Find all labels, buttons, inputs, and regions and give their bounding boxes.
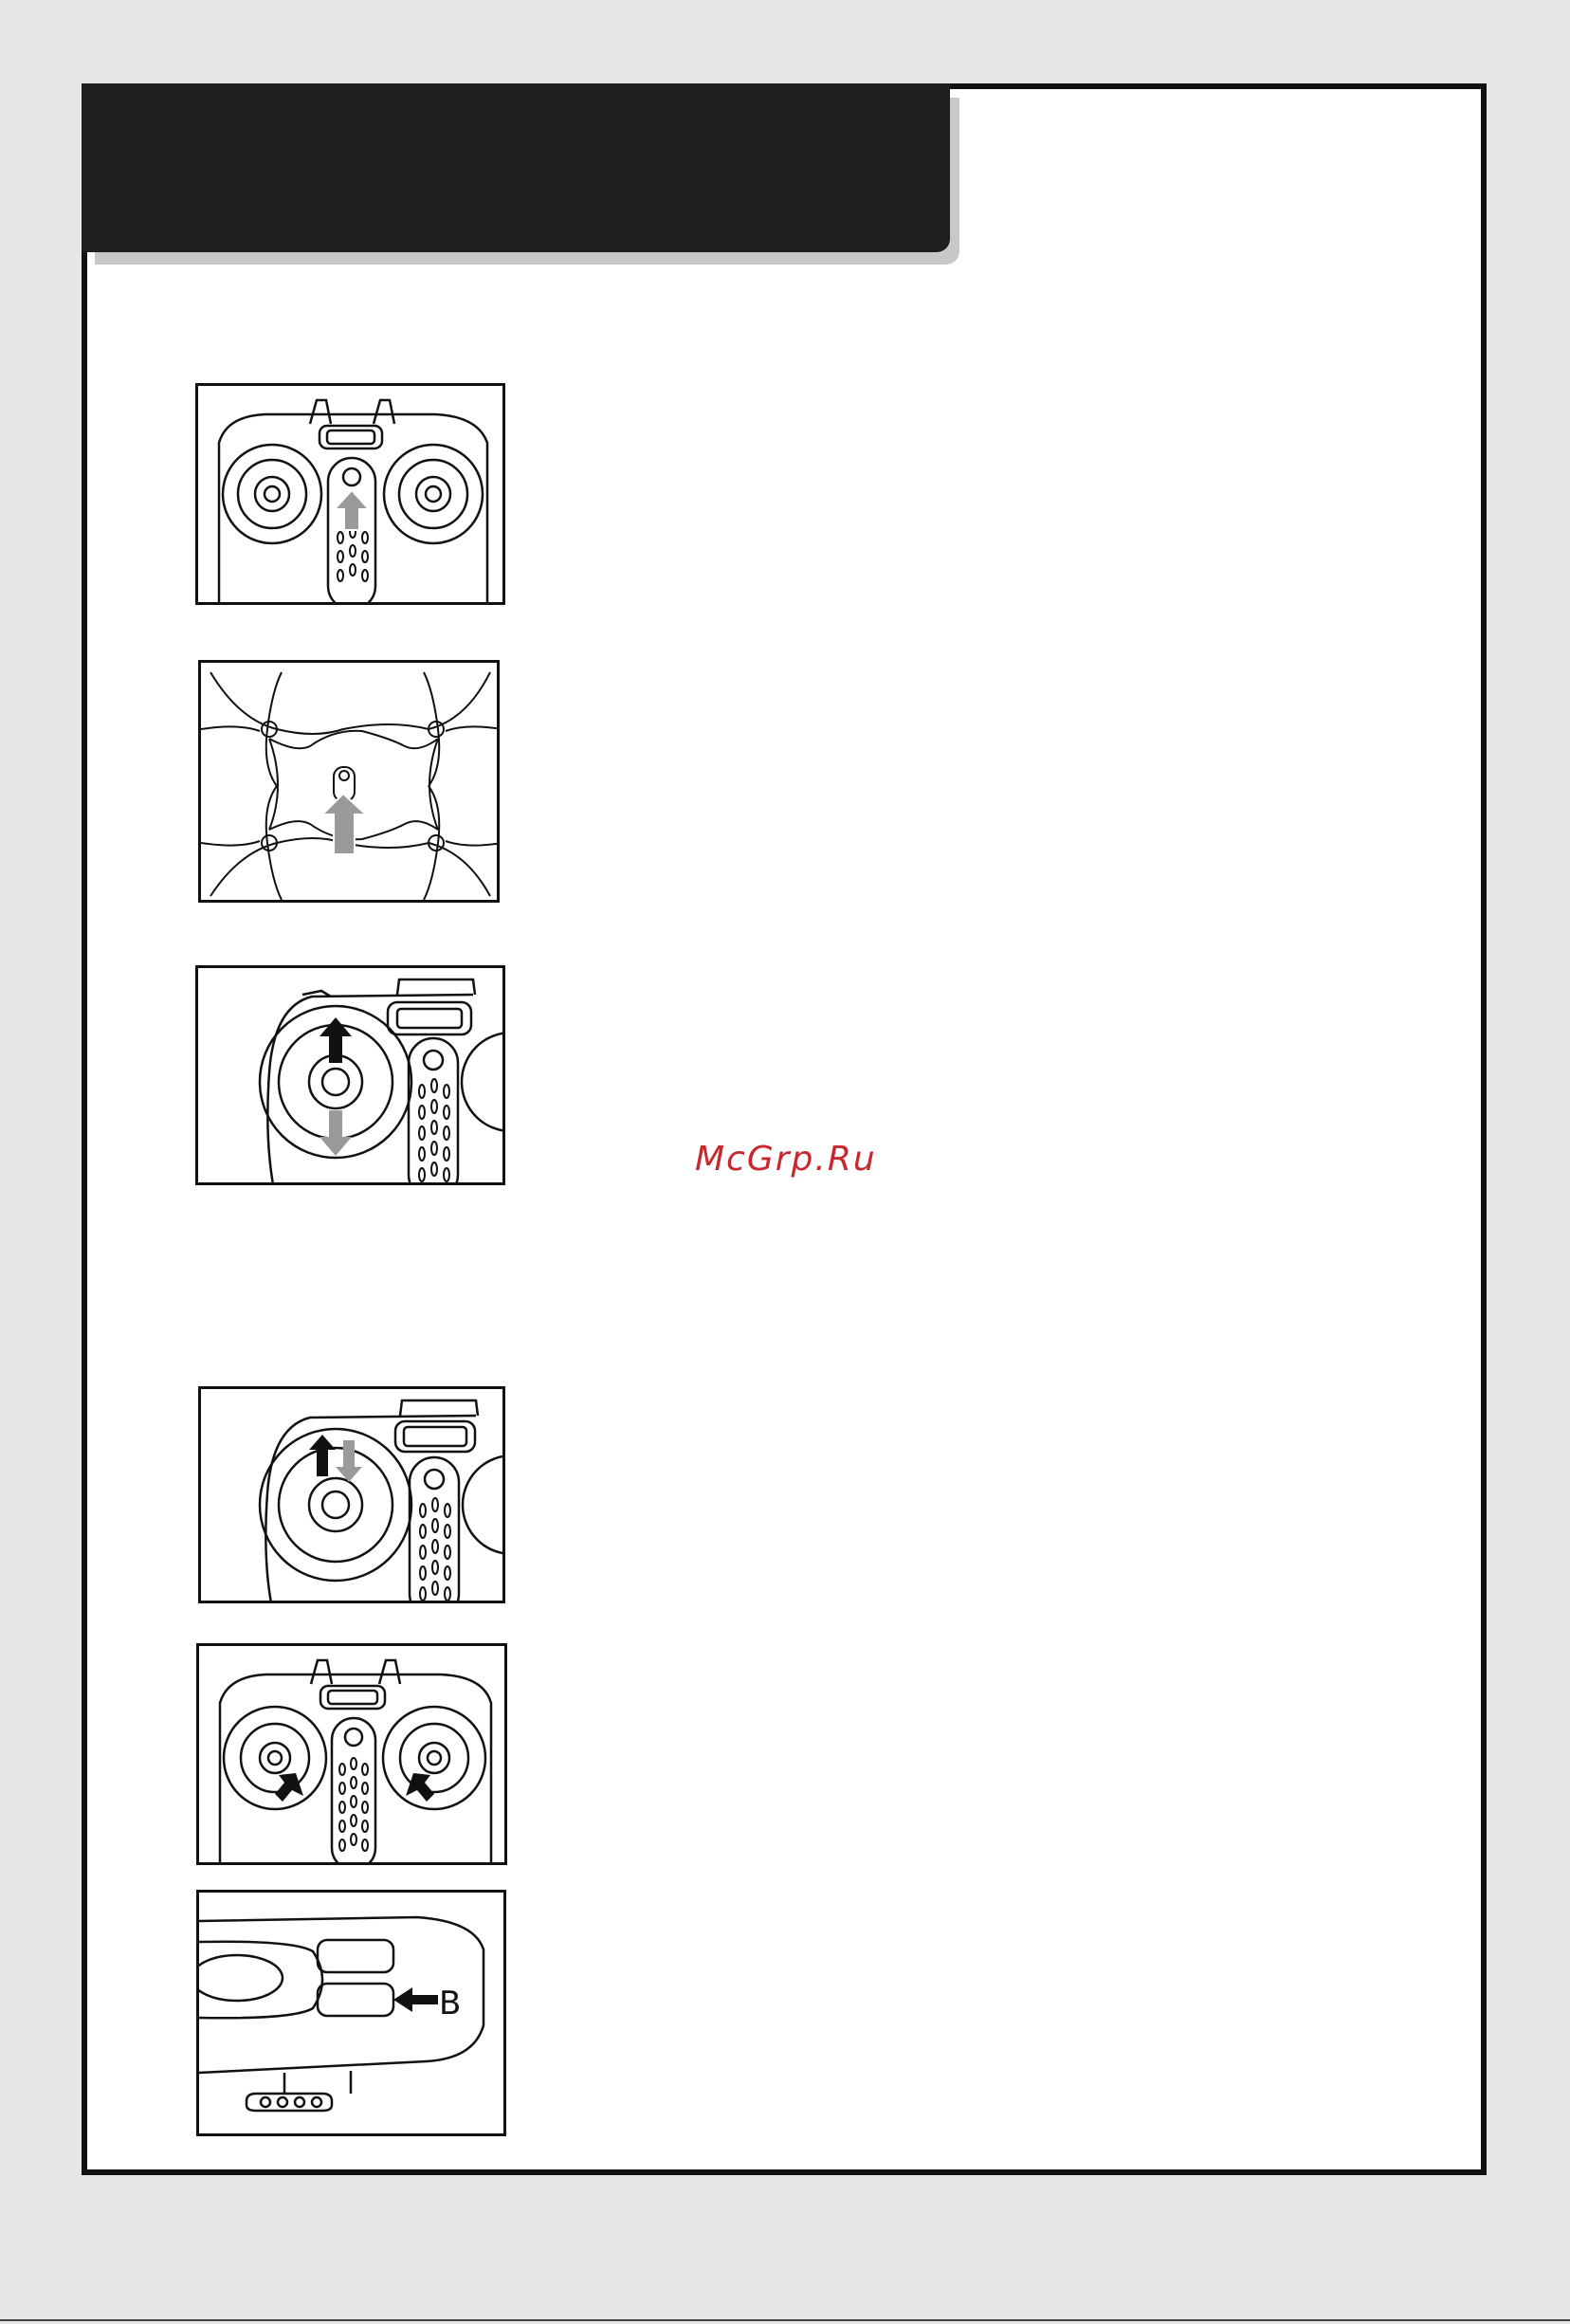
- button-b-label: B: [439, 1985, 462, 2022]
- footer-print-marks: [0, 2317, 1570, 2324]
- left-arrow-icon: [393, 1987, 438, 2012]
- figure-drone-power-on: [198, 660, 500, 903]
- up-arrow-icon: [319, 1017, 352, 1063]
- header-bar: [82, 83, 950, 252]
- watermark: McGrp.Ru: [695, 1140, 877, 1179]
- controller-left-stick-illustration: [198, 968, 505, 1185]
- controller-front-illustration: [199, 1646, 507, 1865]
- speaker-holes: [338, 526, 368, 581]
- down-arrow-icon: [319, 1110, 352, 1156]
- figure-button-b: [196, 1890, 506, 2136]
- figure-controller-power-on: [195, 383, 505, 605]
- figure-sticks-calibrate: [196, 1643, 507, 1865]
- up-arrow-icon: [335, 490, 369, 530]
- figure-throttle-up-down: [195, 965, 505, 1185]
- controller-front-illustration: [198, 386, 505, 605]
- controller-side-illustration: [199, 1893, 506, 2136]
- controller-left-stick-illustration: [201, 1389, 505, 1603]
- down-arrow-icon: [336, 1440, 362, 1482]
- drone-top-illustration: [201, 663, 500, 903]
- down-right-arrow-icon: [275, 1773, 303, 1802]
- figure-throttle-pair: [198, 1386, 505, 1603]
- down-left-arrow-icon: [406, 1773, 434, 1802]
- up-arrow-icon: [309, 1435, 336, 1476]
